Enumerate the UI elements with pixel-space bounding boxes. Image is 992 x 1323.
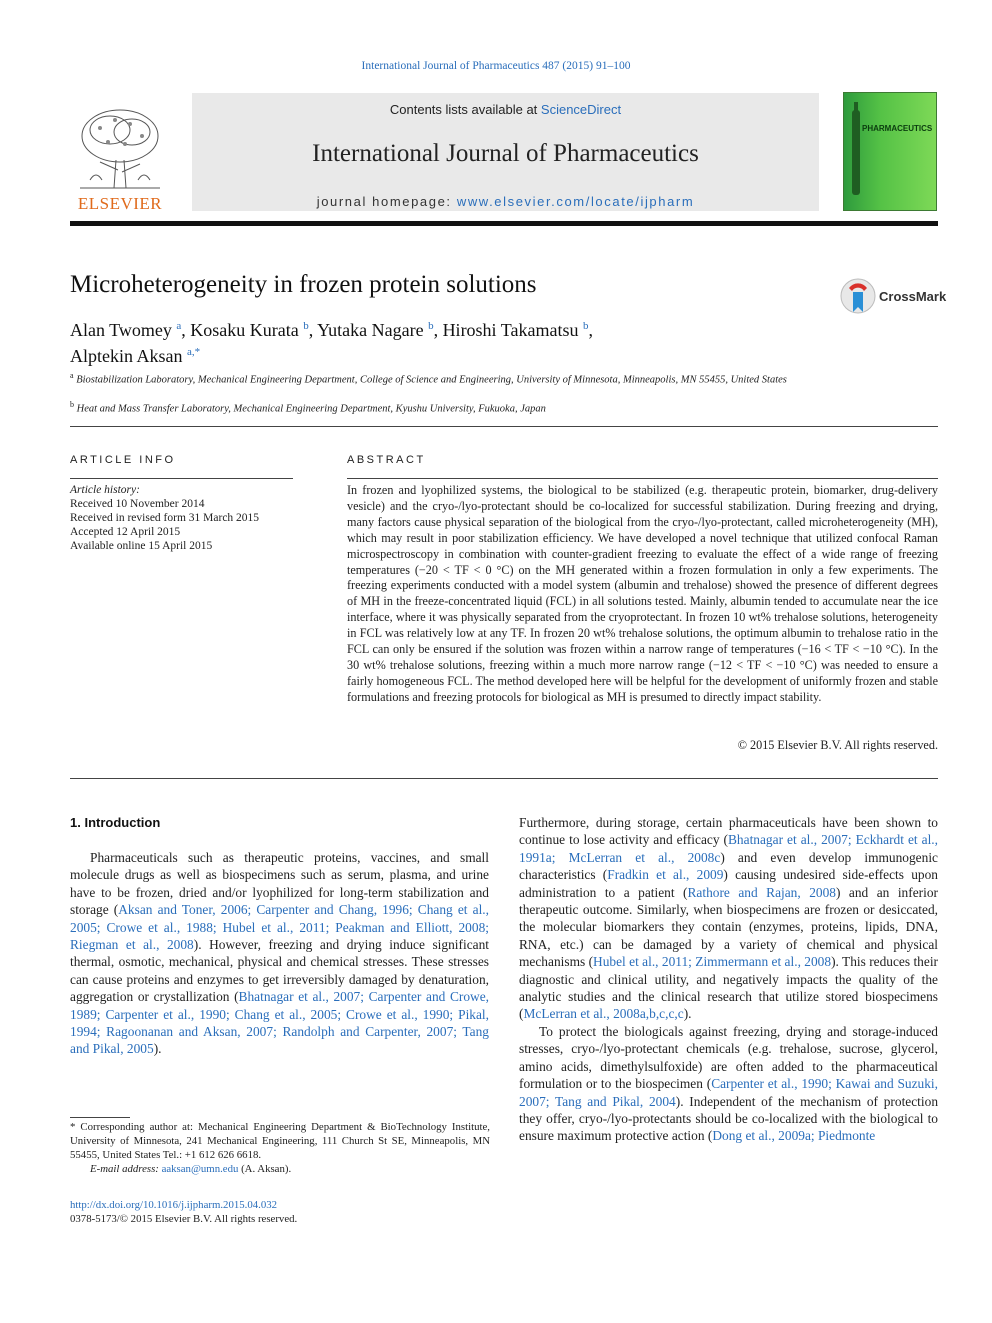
- doi-block: [70, 1198, 297, 1226]
- body-text: To protect the biologicals against freezing, drying and storage-induced stresses, cryo-/lyo-protectant chemicals (e.g. trehalose, sucrose, glycerol, amino acids, dimethylsulfoxide) are often added to the pharmaceutical formulation or to the biospecimen (: [519, 1023, 938, 1092]
- author-affiliation-marker[interactable]: a: [176, 320, 182, 332]
- history-item: Accepted 12 April 2015: [70, 526, 181, 538]
- history-item: Received in revised form 31 March 2015: [70, 512, 260, 524]
- crossmark-label[interactable]: CrossMark: [879, 289, 947, 304]
- header-divider: [70, 221, 938, 226]
- email-suffix: (A. Aksan).: [238, 1163, 292, 1175]
- intro-paragraph-1: [70, 849, 489, 1058]
- footnote-text: * Corresponding author at: Mechanical Engineering Department & BioTechnology Institute, University of Minnesota, 241 Mechanical Engineering, 111 Church St SE, Minneapolis, MN 55455, United States Tel.: +1 612 626 6618.: [70, 1121, 490, 1161]
- body-text: Pharmaceuticals such as therapeutic proteins, vaccines, and small molecule drugs as well as biospecimens such as serum, plasma, and urine have to be frozen, dried and/or lyophilized for long-term stabilization and storage (: [70, 850, 489, 918]
- citation-link[interactable]: Dong et al., 2009a; Piedmonte: [712, 1128, 876, 1144]
- affiliation-a: [70, 369, 830, 388]
- intro-right-column: [519, 814, 938, 1145]
- homepage-link[interactable]: www.elsevier.com/locate/ijpharm: [456, 194, 695, 209]
- journal-homepage-line: [192, 194, 819, 209]
- abstract-text: In frozen and lyophilized systems, the biological to be stabilized (e.g. therapeutic protein, biomarker, drug-delivery vesicle) and the cryo-/lyo-protectant should be co-localized for successful stabilization. During freezing and drying, many factors cause physical separation of the biological from the cryo-/lyo-protectant, called microheterogeneity (MH), which may result in poor stabilization efficiency. We have developed a novel technique that utilized confocal Raman microspectroscopy in combination with counter-gradient freezing to evaluate the effect of a wide range of freezing temperatures (−20 < TF < 0 °C) on the MH generated within a frozen formulation in only a few experiments. The freezing experiments conducted with a model system (albumin and trehalose) showed the presence of different degrees of MH in the freeze-concentrated liquid (FCL) in all solutions tested. Mainly, albumin tended to accumulate near the ice interface, where it was physically separated from the cryoprotectant. In frozen 10 wt% trehalose solutions, heterogeneity in FCL was relatively low at any TF. In frozen 20 wt% trehalose solutions, the optimum albumin to trehalose ratio in the FCL can only be ensured if the solution was frozen within a narrow range of temperatures (−16 < TF < −10 °C). In the 30 wt% trehalose solutions, freezing within a much more narrow range (−12 < TF < −10 °C) was needed to ensure a fairly homogeneous FCL. The method developed here will be helpful for the development of uniformly frozen and stable formulations and freezing protocols for biological as MH is presumed to directly impact stability.: [347, 483, 938, 704]
- section-title-introduction: 1. Introduction: [70, 815, 161, 830]
- doi-link[interactable]: http://dx.doi.org/10.1016/j.ijpharm.2015.04.032: [70, 1199, 278, 1211]
- author-name[interactable]: Alptekin Aksan: [70, 346, 183, 366]
- journal-citation[interactable]: International Journal of Pharmaceutics 487 (2015) 91–100: [361, 60, 631, 72]
- cover-bottle-graphic: [850, 100, 862, 200]
- body-text: Furthermore, during storage, certain pharmaceuticals have been shown to continue to lose activity and efficacy (: [519, 815, 938, 848]
- affiliation-marker: b: [70, 400, 74, 409]
- corresponding-author-footnote: [70, 1120, 490, 1176]
- footnote-divider: [70, 1117, 130, 1118]
- body-text: ) and even develop immunogenic characteristics (: [519, 849, 938, 883]
- body-text: ).: [153, 1041, 162, 1057]
- citation-link[interactable]: Aksan and Toner, 2006; Carpenter and Chang, 1996; Chang et al., 2005; Crowe et al., 1988; Hubel et al., 2011; Peakman and Elliott, 2008; Riegman et al., 2008: [70, 902, 489, 953]
- abstract-bottom-divider: [70, 778, 938, 779]
- crossmark-icon[interactable]: [840, 278, 876, 314]
- affiliation-marker: a: [70, 371, 74, 380]
- author-affiliation-marker[interactable]: b: [582, 320, 589, 332]
- intro-left-column: [70, 849, 489, 1058]
- cover-title: PHARMACEUTICS: [862, 124, 933, 133]
- intro-paragraph-2: [519, 814, 938, 1023]
- body-text: ). However, freezing and drying induce significant thermal, osmotic, mechanical, physical and chemical stresses. These stresses can cause proteins and enzymes to get irreversibly damaged by denaturation, aggregation or crystallization (: [70, 937, 489, 1005]
- article-title: Microheterogeneity in frozen protein solutions: [70, 271, 537, 298]
- issn-copyright: 0378-5173/© 2015 Elsevier B.V. All rights reserved.: [70, 1213, 298, 1225]
- citation-link[interactable]: Fradkin et al., 2009: [607, 867, 724, 883]
- article-info-heading: ARTICLE INFO: [70, 454, 176, 466]
- abstract-copyright: © 2015 Elsevier B.V. All rights reserved.: [737, 738, 938, 752]
- author-name[interactable]: Alan Twomey: [70, 320, 172, 340]
- affiliation-text: Heat and Mass Transfer Laboratory, Mechanical Engineering Department, Kyushu University, Fukuoka, Japan: [76, 403, 546, 415]
- author-name[interactable]: Kosaku Kurata: [190, 320, 299, 340]
- citation-link[interactable]: Carpenter et al., 1990; Kawai and Suzuki, 2007; Tang and Pikal, 2004: [519, 1076, 938, 1109]
- email-label: E-mail address:: [90, 1163, 162, 1175]
- affiliation-divider: [70, 426, 938, 427]
- article-history: [70, 483, 300, 553]
- elsevier-wordmark: ELSEVIER: [77, 194, 163, 213]
- citation-link[interactable]: Bhatnagar et al., 2007; Carpenter and Crowe, 1989; Carpenter et al., 1990; Chang et al., 2005; Crowe et al., 1990; Pikal, 1994; Ragoonanan and Aksan, 2007; Randolph and Carpenter, 2007; Tang and Pikal, 2005: [70, 989, 490, 1057]
- author-affiliation-marker[interactable]: b: [303, 320, 309, 332]
- author-affiliation-marker[interactable]: b: [428, 320, 434, 332]
- affiliation-b: [70, 398, 830, 417]
- body-text: ) causing undesired side-effects upon administration to a patient (: [519, 867, 938, 900]
- contents-prefix: Contents lists available at: [389, 102, 541, 117]
- abstract-divider: [347, 478, 938, 479]
- sciencedirect-link[interactable]: ScienceDirect: [540, 102, 622, 117]
- author-name[interactable]: Hiroshi Takamatsu: [442, 320, 579, 340]
- email-link[interactable]: aaksan@umn.edu: [161, 1163, 239, 1175]
- history-item: Available online 15 April 2015: [70, 540, 213, 552]
- intro-paragraph-3: [519, 1023, 938, 1145]
- body-text: ).: [683, 1006, 692, 1022]
- author-affiliation-marker[interactable]: a,*: [187, 346, 201, 358]
- citation-link[interactable]: Hubel et al., 2011; Zimmermann et al., 2008: [593, 954, 832, 970]
- citation-link[interactable]: Bhatnagar et al., 2007; Eckhardt et al., 1991a; McLerran et al., 2008c: [519, 832, 938, 865]
- affiliation-text: Biostabilization Laboratory, Mechanical Engineering Department, College of Science and Engineering, University of Minnesota, Minneapolis, MN 55455, United States: [76, 374, 787, 386]
- citation-link[interactable]: Rathore and Rajan, 2008: [687, 884, 836, 900]
- footnote-email-line: [70, 1162, 490, 1176]
- article-info-divider: [70, 478, 293, 479]
- body-text: ) and an inferior therapeutic outcome. Similarly, when biospecimens are frozen or desiccated, the molecular biomarkers they contain (enzymes, proteins, lipids, DNA, RNA, etc.) can be damaged by a variety of chemical and physical mechanisms (: [519, 884, 938, 970]
- history-item: Received 10 November 2014: [70, 498, 205, 510]
- abstract-heading: ABSTRACT: [347, 454, 426, 466]
- author-list: Alan Twomey $^a$, Kosaku Kurata $^b$, Yutaka Nagare $^b$, Hiroshi Takamatsu $^b$, Alptekin Aksan $^{a,*}$: [70, 320, 593, 366]
- author-name[interactable]: Yutaka Nagare: [317, 320, 424, 340]
- body-text: ). Independent of the mechanism of protection they offer, cryo-/lyo-protectants should be co-localized with the biological to ensure maximum protective action (: [519, 1093, 939, 1144]
- body-text: ). This reduces their diagnostic and clinical utility, and negatively impacts the quality of the analytic studies and the clinical research that utilize stored biospecimens (: [519, 954, 938, 1022]
- contents-line: [192, 102, 819, 117]
- homepage-prefix: journal homepage:: [316, 194, 457, 209]
- history-label: Article history:: [70, 484, 140, 496]
- journal-title: International Journal of Pharmaceutics: [312, 140, 699, 167]
- citation-link[interactable]: McLerran et al., 2008a,b,c,c,c: [523, 1006, 684, 1022]
